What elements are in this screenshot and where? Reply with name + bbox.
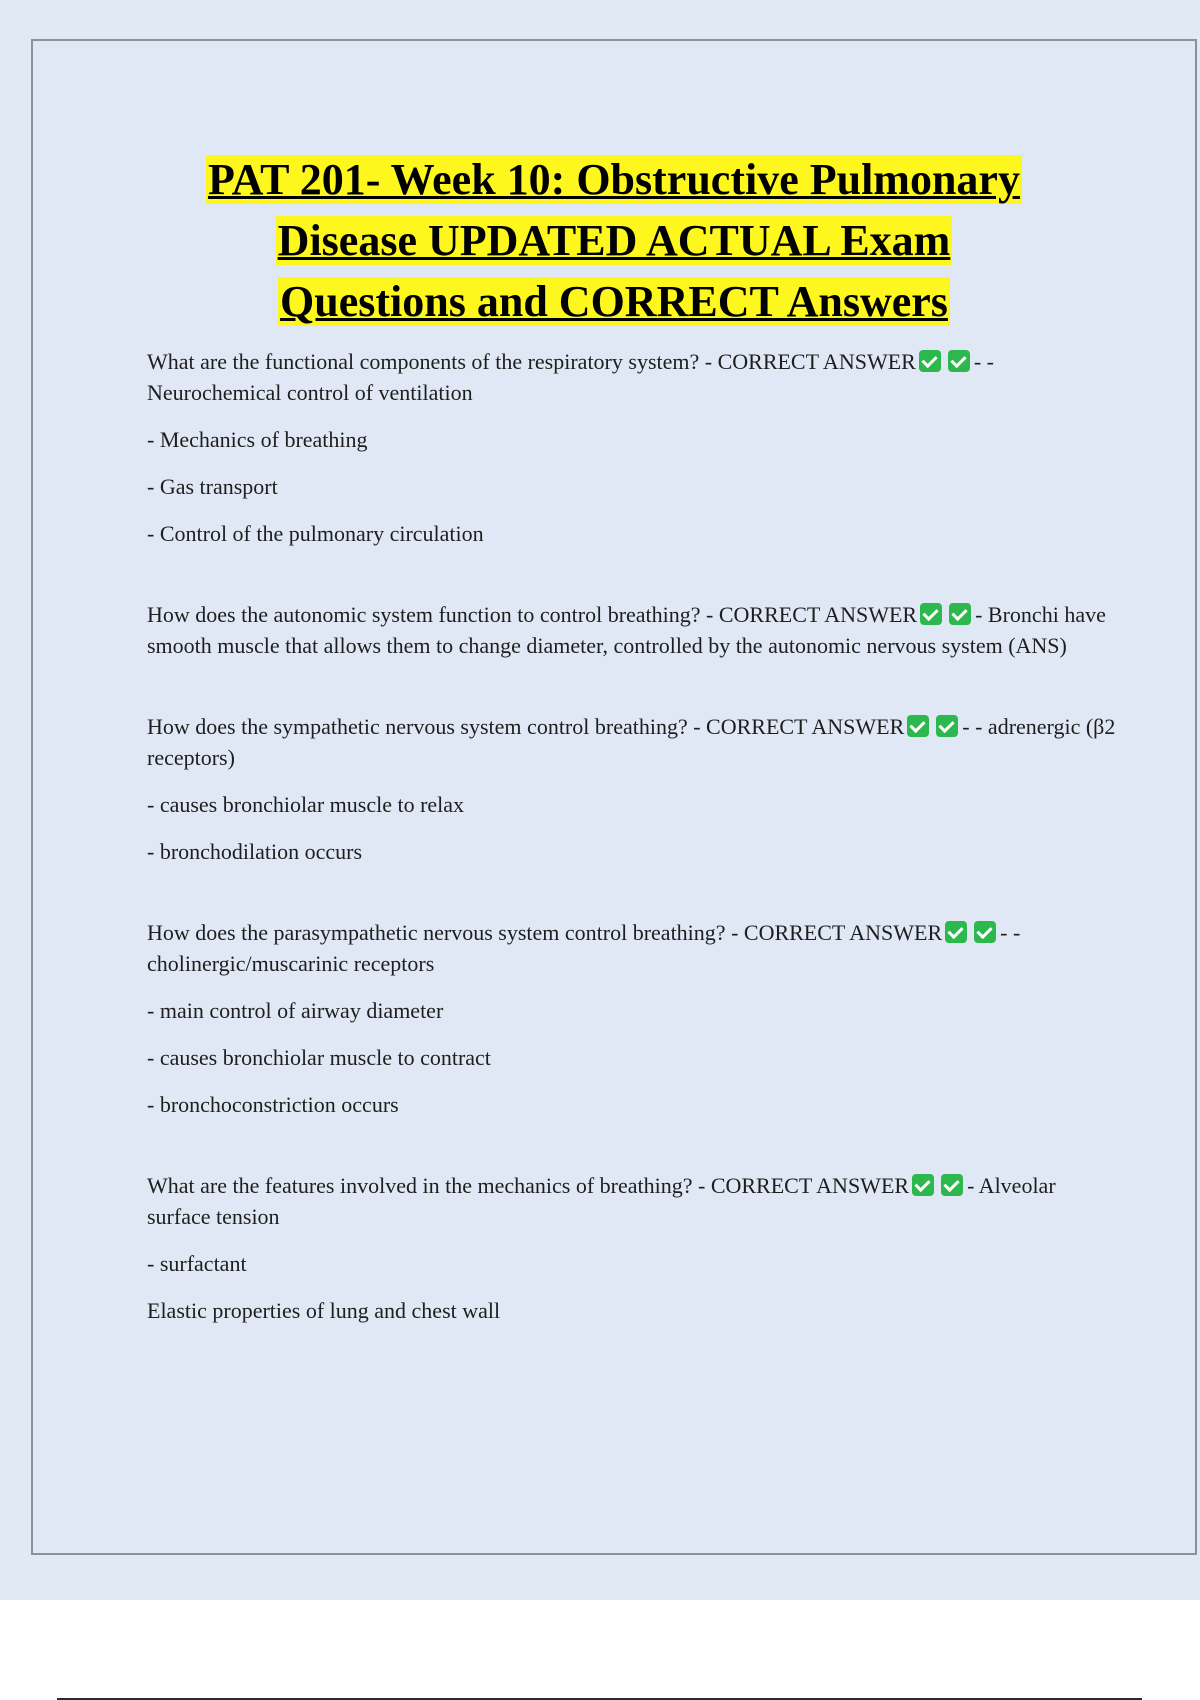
document-page — [31, 39, 1197, 1555]
title-line-text: Questions and CORRECT Answers — [280, 277, 948, 326]
answer-line: - surfactant — [147, 1251, 247, 1276]
document-title — [33, 149, 1195, 332]
question-line — [147, 1170, 1122, 1232]
answer-text: - Alveolar surface tension — [147, 1173, 1056, 1229]
check-box-icon — [936, 715, 958, 737]
qa-item — [147, 1170, 1122, 1326]
check-box-icon — [949, 603, 971, 625]
question-text: How does the parasympathetic nervous system control breathing? - CORRECT ANSWER — [147, 920, 943, 945]
answer-text: - Bronchi have smooth muscle that allows them to change diameter, controlled by the autonomic nervous system (ANS) — [147, 602, 1106, 658]
title-line-text: Disease UPDATED ACTUAL Exam — [277, 216, 951, 265]
answer-line: - causes bronchiolar muscle to relax — [147, 792, 465, 817]
answer-text: - - cholinergic/muscarinic receptors — [147, 920, 1021, 976]
answer-line: - Gas transport — [147, 474, 278, 499]
qa-item — [147, 711, 1122, 867]
title-line — [33, 210, 1195, 271]
answer-text: - - Neurochemical control of ventilation — [147, 349, 994, 405]
answer-line: - Control of the pulmonary circulation — [147, 521, 484, 546]
check-box-icon — [945, 921, 967, 943]
title-line-text: PAT 201- Week 10: Obstructive Pulmonary — [208, 155, 1020, 204]
answer-line: - bronchoconstriction occurs — [147, 1092, 399, 1117]
answer-line: Elastic properties of lung and chest wall — [147, 1298, 501, 1323]
check-box-icon — [919, 350, 941, 372]
question-line — [147, 917, 1122, 979]
check-box-icon — [941, 1174, 963, 1196]
answer-line: - causes bronchiolar muscle to contract — [147, 1045, 491, 1070]
answer-text: - - adrenergic (β2 receptors) — [147, 714, 1116, 770]
check-box-icon — [912, 1174, 934, 1196]
answer-line: - main control of airway diameter — [147, 998, 444, 1023]
question-line — [147, 599, 1122, 661]
title-line — [33, 149, 1195, 210]
answer-line: - Mechanics of breathing — [147, 427, 368, 452]
check-box-icon — [920, 603, 942, 625]
answer-line: - bronchodilation occurs — [147, 839, 363, 864]
question-line — [147, 346, 1122, 408]
check-box-icon — [907, 715, 929, 737]
question-line — [147, 711, 1122, 773]
qa-item — [147, 917, 1122, 1120]
question-text: What are the functional components of the respiratory system? - CORRECT ANSWER — [147, 349, 916, 374]
qa-list — [147, 346, 1122, 1326]
check-box-icon — [948, 350, 970, 372]
question-text: How does the sympathetic nervous system control breathing? - CORRECT ANSWER — [147, 714, 905, 739]
title-line — [33, 271, 1195, 332]
question-text: How does the autonomic system function to control breathing? - CORRECT ANSWER — [147, 602, 918, 627]
question-text: What are the features involved in the mechanics of breathing? - CORRECT ANSWER — [147, 1173, 910, 1198]
qa-item — [147, 599, 1122, 661]
qa-item — [147, 346, 1122, 549]
check-box-icon — [974, 921, 996, 943]
